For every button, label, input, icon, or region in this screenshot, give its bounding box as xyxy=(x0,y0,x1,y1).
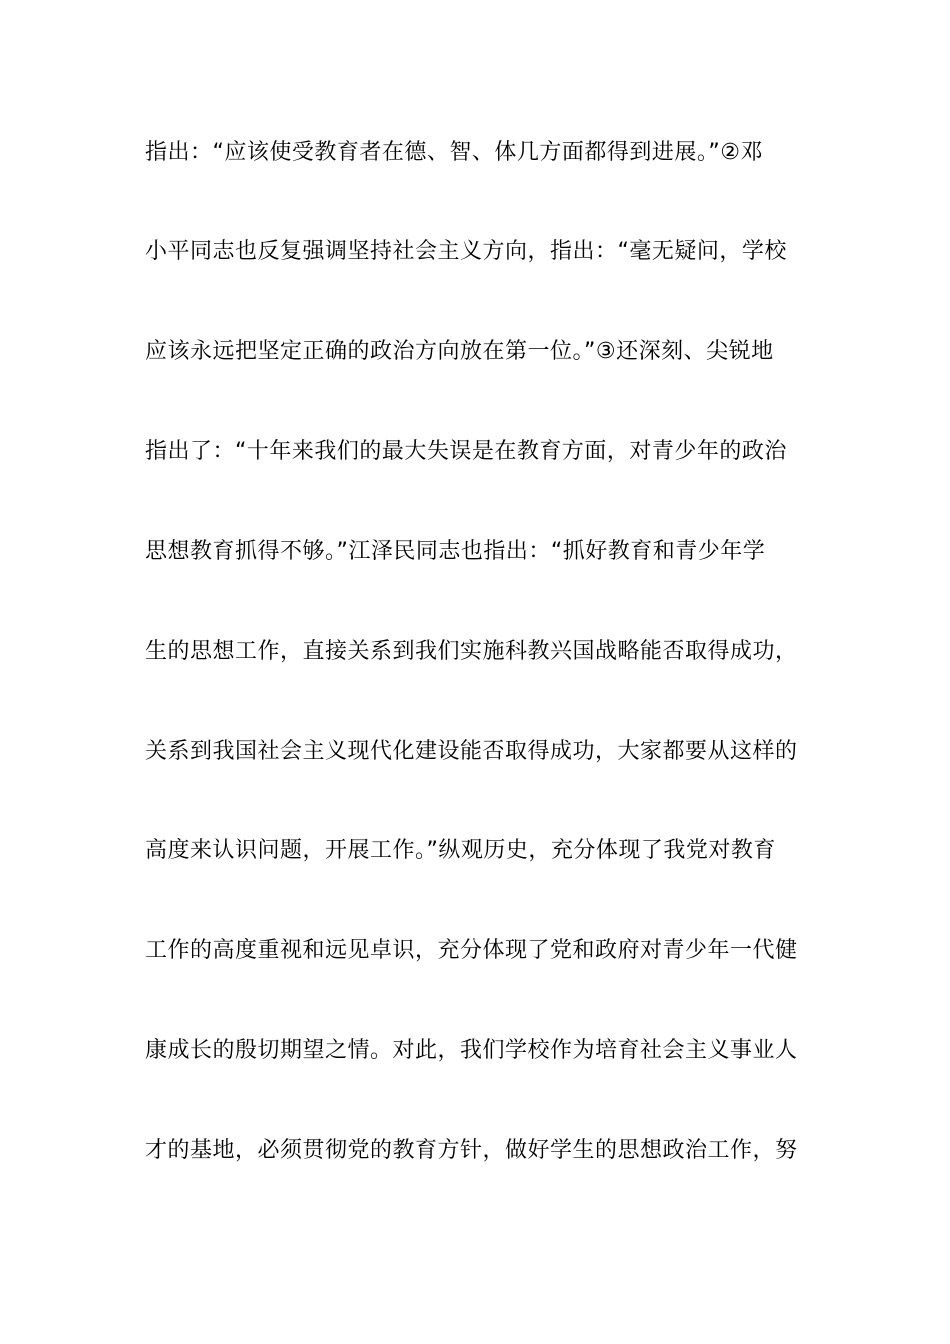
paragraph-line: 指出了：“十年来我们的最大失误是在教育方面，对青少年的政治 xyxy=(145,439,787,464)
paragraph-line: 生的思想工作，直接关系到我们实施科教兴国战略能否取得成功， xyxy=(145,639,798,664)
paragraph-line: 高度来认识问题，开展工作。”纵观历史，充分体现了我党对教育 xyxy=(145,838,776,863)
paragraph-line: 才的基地，必须贯彻党的教育方针，做好学生的思想政治工作，努 xyxy=(145,1138,798,1163)
paragraph-line: 应该永远把坚定正确的政治方向放在第一位。”③还深刻、尖锐地 xyxy=(145,339,774,364)
paragraph-line: 指出：“应该使受教育者在德、智、体几方面都得到进展。”②邓 xyxy=(145,140,764,165)
paragraph-line: 康成长的殷切期望之情。对此，我们学校作为培育社会主义事业人 xyxy=(145,1038,798,1063)
paragraph-line: 工作的高度重视和远见卓识，充分体现了党和政府对青少年一代健 xyxy=(145,938,798,963)
paragraph-line: 关系到我国社会主义现代化建设能否取得成功，大家都要从这样的 xyxy=(145,739,798,764)
paragraph-line: 小平同志也反复强调坚持社会主义方向，指出：“毫无疑问，学校 xyxy=(145,239,787,264)
paragraph-line: 思想教育抓得不够。”江泽民同志也指出：“抓好教育和青少年学 xyxy=(145,539,766,564)
